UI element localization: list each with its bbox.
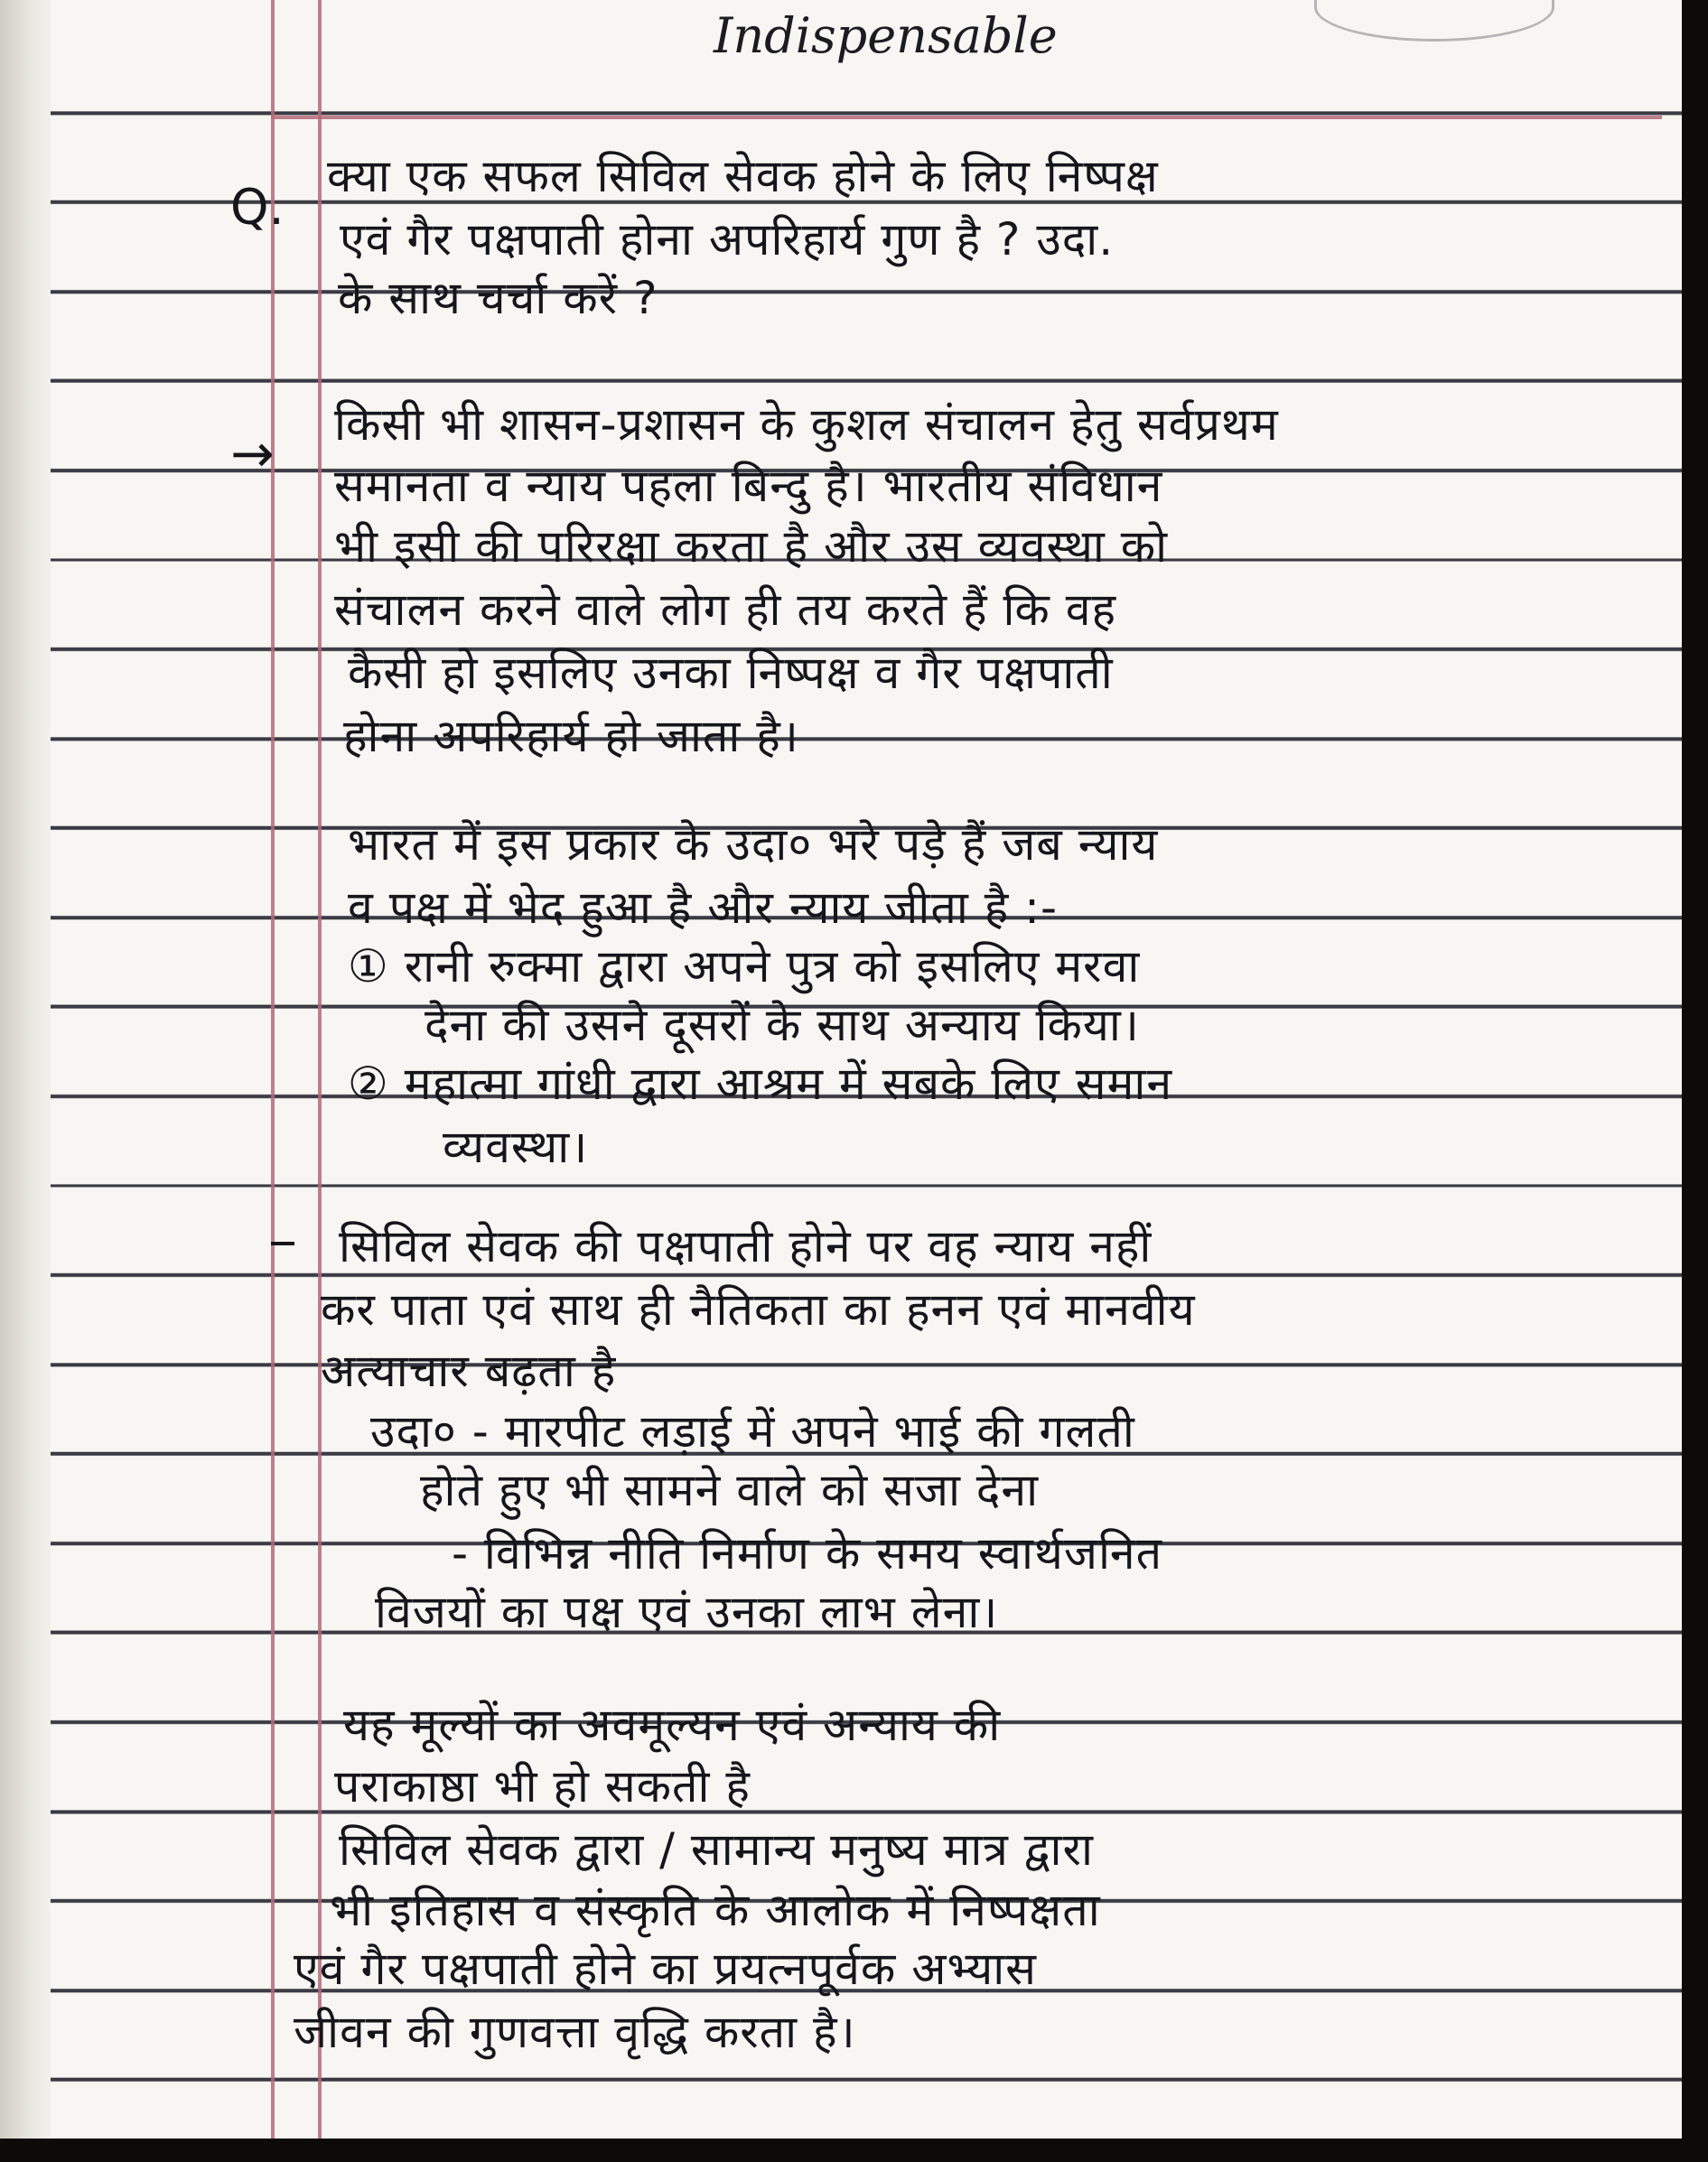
answer-line: कैसी हो इसलिए उनका निष्पक्ष व गैर पक्षपाती	[348, 647, 1114, 699]
example-item: ① रानी रुक्मा द्वारा अपने पुत्र को इसलिए मरवा	[348, 940, 1141, 992]
answer-line: सिविल सेवक की पक्षपाती होने पर वह न्याय नहीं	[339, 1220, 1153, 1272]
margin-line	[318, 0, 322, 2139]
margin-line	[271, 0, 275, 2139]
answer-line: पराकाष्ठा भी हो सकती है	[334, 1760, 751, 1813]
answer-line: समानता व न्याय पहला बिन्दु है। भारतीय संविधान	[334, 460, 1163, 512]
example-line: उदा० - मारपीट लड़ाई में अपने भाई की गलती	[370, 1405, 1135, 1458]
example-line: होते हुए भी सामने वाले को सजा देना	[420, 1464, 1040, 1516]
question-line: के साथ चर्चा करें ?	[338, 272, 658, 324]
example-line: विजयों का पक्ष एवं उनका लाभ लेना।	[375, 1586, 999, 1638]
answer-line: भी इतिहास व संस्कृति के आलोक में निष्पक्षता	[330, 1884, 1101, 1936]
example-item-continuation: व्यवस्था।	[443, 1121, 589, 1173]
question-line: एवं गैर पक्षपाती होना अपरिहार्य गुण है ? उदा.	[340, 213, 1115, 266]
page-binding-edge	[0, 0, 51, 2139]
question-marker: Q.	[230, 179, 285, 236]
answer-line: एवं गैर पक्षपाती होने का प्रयत्नपूर्वक अभ्यास	[294, 1943, 1037, 1995]
answer-line: यह मूल्यों का अवमूल्यन एवं अन्याय की	[343, 1699, 1002, 1751]
answer-line: व पक्ष में भेद हुआ है और न्याय जीता है :-	[348, 881, 1059, 934]
answer-line: अत्याचार बढ़ता है	[321, 1345, 617, 1397]
answer-line: भी इसी की परिरक्षा करता है और उस व्यवस्था को	[334, 520, 1169, 573]
answer-line: जीवन की गुणवत्ता वृद्धि करता है।	[294, 2006, 856, 2058]
answer-arrow-marker: →	[230, 423, 275, 484]
answer-line: कर पाता एवं साथ ही नैतिकता का हनन एवं मानवीय	[321, 1283, 1196, 1336]
example-line: - विभिन्न नीति निर्माण के समय स्वार्थजनित	[452, 1527, 1163, 1580]
header-rule	[271, 116, 1662, 119]
example-item-continuation: देना की उसने दूसरों के साथ अन्याय किया।	[425, 999, 1140, 1051]
page-corner-stamp	[1314, 0, 1554, 42]
answer-line: होना अपरिहार्य हो जाता है।	[343, 710, 799, 762]
answer-line: किसी भी शासन-प्रशासन के कुशल संचालन हेतु सर्वप्रथम	[334, 398, 1279, 451]
question-line: क्या एक सफल सिविल सेवक होने के लिए निष्पक्ष	[327, 150, 1159, 202]
page-heading: Indispensable	[714, 7, 1058, 64]
example-item: ② महात्मा गांधी द्वारा आश्रम में सबके लिए समान	[348, 1058, 1173, 1110]
answer-line: सिविल सेवक द्वारा / सामान्य मनुष्य मात्र द्वारा	[339, 1823, 1094, 1876]
margin-dash-mark	[271, 1242, 294, 1245]
answer-line: भारत में इस प्रकार के उदा० भरे पड़े हैं जब न्याय	[348, 818, 1159, 871]
answer-line: संचालन करने वाले लोग ही तय करते हैं कि वह	[334, 583, 1117, 636]
